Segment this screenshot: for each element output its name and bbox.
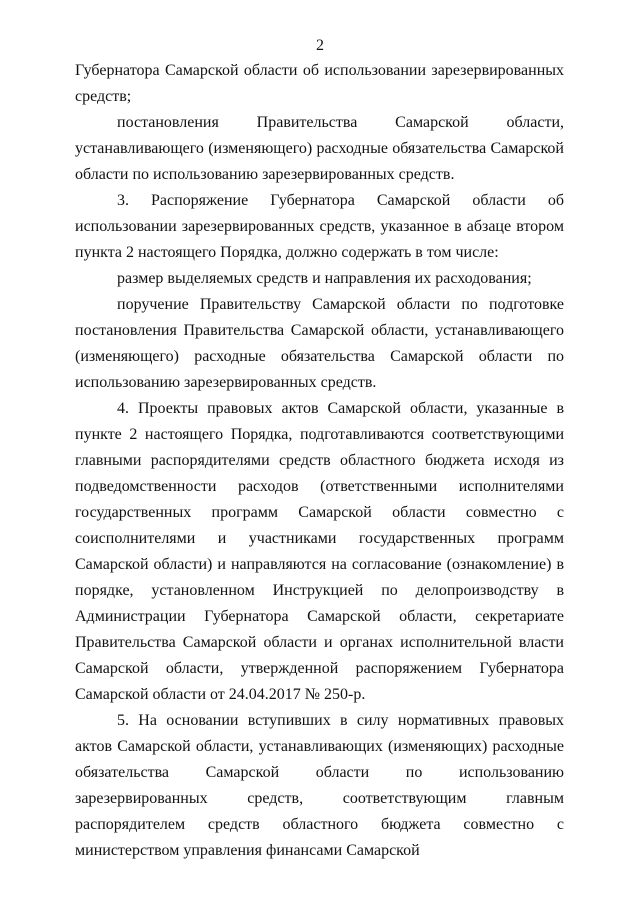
paragraph-governor-order-continuation: Губернатора Самарской области об использовании зарезервированных средств; <box>75 62 564 105</box>
paragraph-funds-amount: размер выделяемых средств и направления их расходования; <box>117 270 532 287</box>
page-number: 2 <box>316 37 324 54</box>
paragraph-government-resolution: постановления Правительства Самарской области, устанавливающего (изменяющего) расходные обязательства Самарской области по использованию зарезервированных средств. <box>75 114 564 183</box>
paragraph-item-5: 5. На основании вступивших в силу нормативных правовых актов Самарской области, устанавливающих (изменяющих) расходные обязательства Самарской области по использованию зарезервированных средств, соответствующим главным распорядителем средств областного бюджета совместно с министерством управления финансами Самарской <box>75 712 564 859</box>
paragraph-item-3: 3. Распоряжение Губернатора Самарской области об использовании зарезервированных средств, указанное в абзаце втором пункта 2 настоящего Порядка, должно содержать в том числе: <box>75 192 564 261</box>
document-body <box>75 58 564 864</box>
paragraph-item-4: 4. Проекты правовых актов Самарской области, указанные в пункте 2 настоящего Порядка, подготавливаются соответствующими главными распорядителями средств областного бюджета исходя из подведомственности расходов (ответственными исполнителями государственных программ Самарской области совместно с соисполнителями и участниками государственных программ Самарской области) и направляются на согласование (ознакомление) в порядке, установленном Инструкцией по делопроизводству в Администрации Губернатора Самарской области, секретариате Правительства Самарской области и органах исполнительной власти Самарской области, утвержденной распоряжением Губернатора Самарской области от 24.04.2017 № 250-р. <box>75 400 564 703</box>
paragraph-government-instruction: поручение Правительству Самарской области по подготовке постановления Правительства Самарской области, устанавливающего (изменяющего) расходные обязательства Самарской области по использованию зарезервированных средств. <box>75 296 564 391</box>
